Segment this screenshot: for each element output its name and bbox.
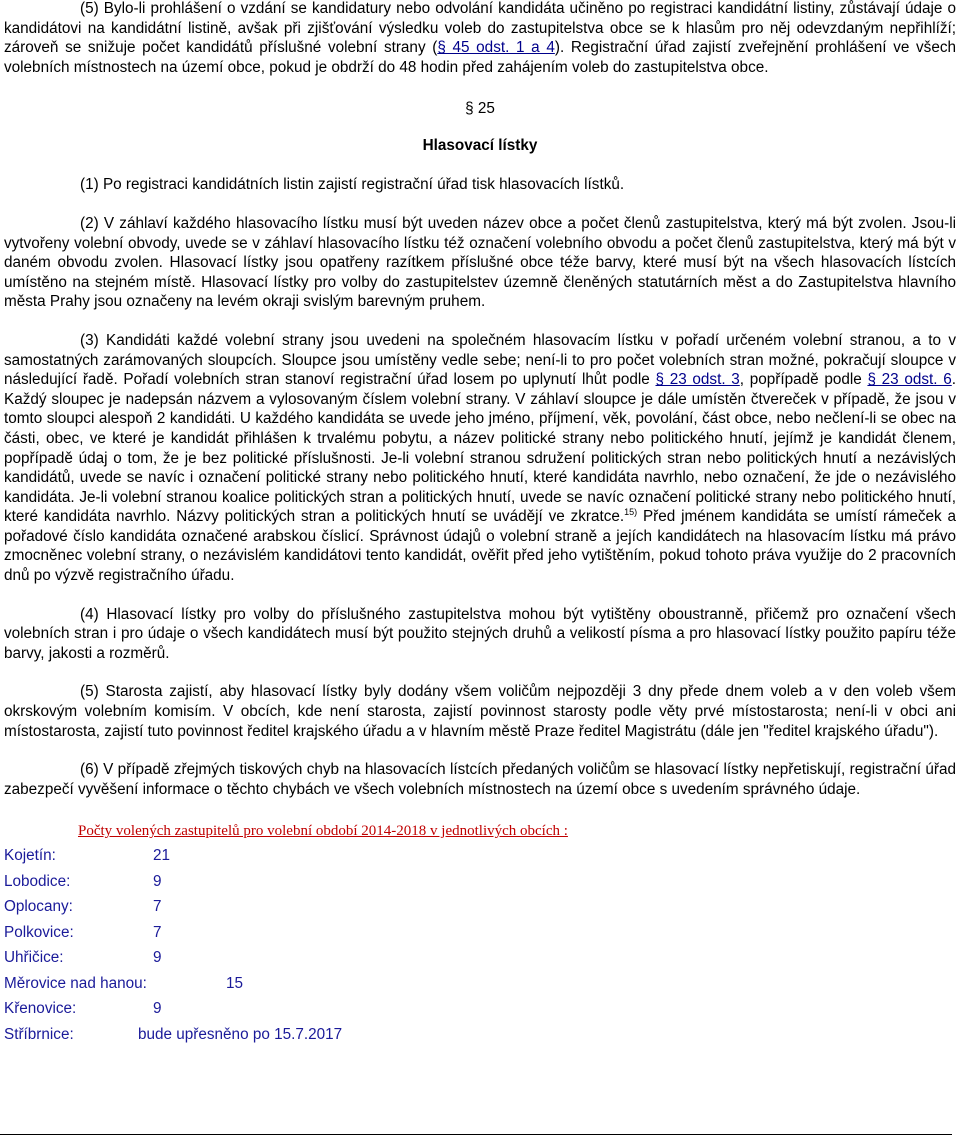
- paragraph-5-withdrawal: [4, 0, 956, 77]
- paragraph-2: (2) V záhlaví každého hlasovacího lístku musí být uveden název obce a počet členů zastupitelstva, který má být zvolen. Jsou-li vytvořeny volební obvody, uvede se v záhlaví hlasovacího lístku též označení volebního obvodu a počet členů zastupitelstva, který má být v daném obvodu zvolen. Hlasovací lístky jsou opatřeny razítkem příslušné obce téže barvy, které musí být na všech hlasovacích lístcích umístěno na stejném místě. Hlasovací lístky pro volby do zastupitelstev územně členěných statutárních měst a do Zastupitelstva hlavního města Prahy jsou označeny na levém okraji svislým barevným pruhem.: [4, 214, 956, 311]
- city-row-merovice: [4, 969, 956, 995]
- city-row-kojetin: [4, 841, 956, 867]
- ref-23-odst-6[interactable]: § 23 odst. 6: [867, 371, 952, 389]
- city-row-oplocany: [4, 892, 956, 918]
- city-row-stribrnice: [4, 1020, 956, 1046]
- city-count: 7: [153, 923, 162, 941]
- city-name: Polkovice:: [4, 923, 74, 941]
- city-count: 7: [153, 898, 162, 916]
- city-name: Křenovice:: [4, 1000, 77, 1018]
- city-count: 9: [153, 872, 162, 890]
- paragraph-5-mayor: (5) Starosta zajistí, aby hlasovací lístky byly dodány všem voličům nejpozději 3 dny přede dnem voleb a v den voleb všem okrskovým volebním komisím. V obcích, kde není starosta, zajistí povinnost starosty podle věty prvé místostarosta; není-li v obci ani místostarosta, zajistí tuto povinnost ředitel krajského úřadu a v hlavním městě Praze ředitel Magistrátu (dále jen "ředitel krajského úřadu").: [4, 683, 956, 740]
- city-name: Lobodice:: [4, 872, 71, 890]
- section-title: Hlasovací lístky: [422, 137, 538, 155]
- p3-text-3: . Každý sloupec je nadepsán názvem a vylosovaným číslem volební strany. V záhlaví sloupce je dále umístěn čtvereček v případě, že jsou v tomto sloupci alespoň 2 kandidáti. U každého kandidáta se uvede jeho jméno, příjmení, věk, povolání, část obce, nebo nečlení-li se obec na části, obec, ve které je kandidát přihlášen k trvalému pobytu, a název politické strany nebo politického hnutí, jejímž je kandidát členem, popřípadě údaj o tom, že je bez politické příslušnosti. Je-li volební stranou sdružení politických stran nebo politických hnutí a nezávislých kandidátů, uvede se navíc i označení politické strany nebo politického hnutí, které kandidáta navrhlo, nebo označení, že jde o nezávislého kandidáta. Je-li volební stranou koalice politických stran a politických hnutí, uvede se navíc označení politické strany nebo politického hnutí, které kandidáta navrhlo. Názvy politických stran a politických hnutí se uvádějí ve zkratce.: [4, 371, 956, 526]
- city-count: bude upřesněno po 15.7.2017: [138, 1025, 343, 1043]
- city-row-polkovice: [4, 918, 956, 944]
- city-row-krenovice: [4, 994, 956, 1020]
- paragraph-1: (1) Po registraci kandidátních listin zajistí registrační úřad tisk hlasovacích lístků.: [80, 176, 625, 194]
- paragraph-6: (6) V případě zřejmých tiskových chyb na hlasovacích lístcích předaných voličům se hlasovací lístky nepřetiskují, registrační úřad zabezpečí vyvěšení informace o těchto chybách ve všech volebních místnostech na území obce s uvedením správného údaje.: [4, 761, 956, 798]
- cities-heading: Počty volených zastupitelů pro volební období 2014-2018 v jednotlivých obcích :: [78, 823, 568, 840]
- p3-text-1: (3) Kandidáti každé volební strany jsou uvedeni na společném hlasovacím lístku v pořadí určeném volební stranou, a to v samostatných zarámovaných sloupcích. Sloupce jsou umístěny vedle sebe; není-li to pro počet volebních stran možné, pokračují sloupce v následující řadě. Pořadí volebních stran stanoví registrační úřad losem po uplynutí lhůt podle: [4, 331, 956, 389]
- section-number: § 25: [465, 100, 495, 118]
- city-count: 15: [226, 974, 244, 992]
- city-count: 9: [153, 949, 162, 967]
- city-name: Uhřičice:: [4, 949, 64, 967]
- city-name: Stříbrnice:: [4, 1025, 74, 1043]
- document-page: [4, 0, 956, 1045]
- city-row-lobodice: [4, 867, 956, 893]
- footnote-15[interactable]: 15): [624, 507, 638, 518]
- p3-text-4: Před jménem kandidáta se umístí rámeček a pořadové číslo kandidáta označené arabskou číslicí. Správnost údajů o volební straně a jejích kandidátech na hlasovacím lístku má právo zmocněnec volební strany, o nezávislém kandidátovi tento kandidát, ověřit před jeho vytištěním, pokud tohoto práva využije do 2 pracovních dnů po výzvě registračního úřadu.: [4, 508, 956, 585]
- city-name: Oplocany:: [4, 898, 73, 916]
- city-row-uhricice: [4, 943, 956, 969]
- city-count: 21: [153, 847, 171, 865]
- p5-text-1: (5) Bylo-li prohlášení o vzdání se kandidatury nebo odvolání kandidáta učiněno po registraci kandidátní listiny, zůstávají údaje o kandidátovi na kandidátní listině, avšak při zjišťování výsledku voleb do zastupitelstva obce se k hlasům pro něj odevzdaným nepřihlíží; zároveň se snižuje počet kandidátů příslušné volební strany (: [4, 0, 956, 57]
- city-count: 9: [153, 1000, 162, 1018]
- city-name: Kojetín:: [4, 847, 56, 865]
- p3-text-2: , popřípadě podle: [739, 371, 868, 389]
- paragraph-4: (4) Hlasovací lístky pro volby do příslušného zastupitelstva mohou být vytištěny oboustranně, přičemž pro označení všech volebních stran i pro údaje o všech kandidátech musí být použito stejných druhů a velikostí písma a pro hlasovací lístky použito papíru téže barvy, jakosti a rozměrů.: [4, 605, 956, 662]
- bottom-divider: [0, 1134, 952, 1135]
- ref-45-odst-1-a-4[interactable]: § 45 odst. 1 a 4: [437, 39, 555, 57]
- city-name: Měrovice nad hanou:: [4, 974, 147, 992]
- ref-23-odst-3[interactable]: § 23 odst. 3: [655, 371, 740, 389]
- p5-text-2: ). Registrační úřad zajistí zveřejnění prohlášení ve všech volebních místnostech na území obce, pokud je obdrží do 48 hodin před zahájením voleb do zastupitelstva obce.: [4, 39, 956, 76]
- paragraph-3: [4, 331, 956, 586]
- cities-list: [4, 841, 956, 1045]
